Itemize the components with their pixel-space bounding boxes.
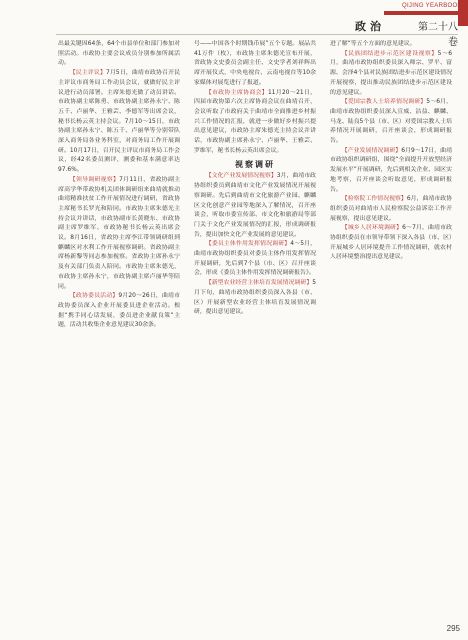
section-heading: 视察调研: [235, 159, 275, 170]
text-column-1: [58, 40, 180, 620]
paragraph: 出最关键因64条，64个市县单位和部门参加对照活动。市政协主要会议成员分别参加所属活动。: [58, 41, 180, 67]
page-title: 政治: [355, 20, 385, 33]
subheading: 【产业发展情况调研】: [341, 147, 402, 154]
paragraph: [330, 195, 452, 224]
paragraph-body: 5～6月，曲靖市政协组织委员深入宣威、沾益、麒麟、马龙、陆良5个县（市、区）对爱国宗教人士培养情况开展调研，召开座谈会，形成调研报告。: [330, 99, 452, 145]
paragraph-body: 11月20～21日，四届市政协第六次主席协商会议在曲靖召开，会议听取了市政府关于曲靖市全面推进乡村振兴工作情况的汇报，就进一步做好乡村振兴提出意见建议，市政协主席朱德光主持会议并讲话，市政协副主席孙永宁、卢丽华、王雅芸、罗维军，秘书长杨云英出席会议。: [194, 89, 316, 154]
subheading: 【新型农业经营主体培育发展情况调研】: [205, 280, 313, 287]
subheading: 【民主评议】: [69, 70, 106, 77]
paragraph: [330, 98, 452, 147]
subheading: 【检察院工作情况视察】: [341, 196, 407, 203]
paragraph: [194, 172, 316, 240]
paragraph-body: 6～7月，曲靖市政协组织委员在市领导带领下深入各县（市、区）开展城乡人居环境提升工作情况调研，就农村人居环境整治提出意见建议。: [330, 225, 452, 261]
paragraph: 号——中国各个时期钱币展”五个专题。展品共41万件（枚），市政协主席朱德光宣布开展，省政协文史委员会副主任、文史学者刘祥辉出席开展仪式，中央电视台、云南电视台等10余家媒体对展览进行了报道。: [194, 41, 316, 86]
paragraph-body: 7月5日，曲靖市政协召开民主评议市商务局工作动员会议，就做好民主评议进行动员部署。主席朱德光做了动员讲话。市政协副主席陈勇、市政协副主席孙永宁、陈五千、卢丽华、王雅芸、李德军等出席会议，秘书长杨云英主持会议。7月10～15日，市政协副主席孙永宁、陈五千、卢丽华等分别带队深入商务局各业务科室，对商务局工作开展调研。10月17日，召开民主评议市商务局工作会议，经42名委员测评，测委和基本满意率达97.6%。: [58, 70, 180, 174]
subheading: 【爱国宗教人士培养情况调研】: [341, 99, 427, 106]
header-rule: [56, 34, 458, 35]
paragraph-body: 5月下旬，曲靖市政协组织委员深入各县（市、区）开展新型农业经营主体培育发展情况调研，提出意见建议。: [194, 280, 316, 316]
subheading: 【民族团结进步示范区建设视察】: [341, 50, 438, 57]
text-column-3: [330, 40, 452, 620]
paragraph: [194, 240, 316, 279]
paragraph: [194, 279, 316, 318]
yearbook-badge: QIJING YEARBOOK: [402, 3, 462, 9]
section-label: 第二十八卷: [418, 22, 458, 48]
paragraph: [330, 224, 452, 263]
text-column-2: [194, 40, 316, 620]
paragraph-body: 6月9～17日，曲靖市政协组织调研组，围绕“全面提升开放型经济发展水平”开展调研，先后到相关企业、园区实地考察，召开座谈会听取意见，形成调研报告。: [330, 147, 452, 193]
page-number: 295: [446, 624, 460, 633]
paragraph: [330, 50, 452, 99]
subheading: 【领导调研视察】: [69, 176, 120, 183]
subheading: 【政协委员活动】: [69, 293, 119, 300]
paragraph: [58, 292, 180, 331]
paragraph: [194, 89, 316, 157]
paragraph-body: 3月，曲靖市政协组织委员到曲靖市文化产业发展情况开展视察调研。先后到曲靖市文化旅游产业园、麒麟区文化创意产业园等地深入了解情况，召开座谈会，听取市委宣传部、市文化和旅游局等部门关于文化产业发展情况的汇报，形成调研报告，提出加快文化产业发展的意见建议。: [194, 173, 316, 238]
subheading: 【委员主体作用发挥情况调研】: [205, 241, 291, 248]
paragraph: 进了解“等五个方面的意见建议。: [330, 41, 416, 47]
paragraph-body: 7月11日，省政协副主席高学华带政协机关团体调研组来曲靖就推动曲靖精准扶贫工作开展情况进行调研，省政协主席秘书长罗光和陪同。市政协主席朱德光主持会议并讲话，市政协副市长黄晓东、市政协副主席罗维军、市政协秘书长杨云英出席会议。8月16日，省政协主席李江带领调研组到麒麟区对水利工作开展视察调研。省政协副主席杨新黎等同志参加视察。省政协主席孙永宁及有关部门负责人陪同。市政协主席朱德光，市政协主席孙永宁，市政协副主席卢丽华等陪同。: [58, 176, 180, 290]
paragraph-body: 4～5月，曲靖市政协组织委员对委员主体作用发挥情况开展调研，先后到7个县（市、区）召开座谈会，形成《委员主体作用发挥情况调研报告》。: [194, 241, 316, 277]
paragraph-body: 6月，曲靖市政协组织委员对曲靖市人民检察院公益诉讼工作开展视察，提出意见建议。: [330, 196, 452, 222]
paragraph: [58, 176, 180, 292]
subheading: 【市政协主席协商会】: [205, 89, 268, 96]
subheading: 【城乡人居环境调研】: [341, 225, 403, 232]
paragraph: [330, 147, 452, 196]
paragraph: [58, 69, 180, 176]
subheading: 【文化产业发展情况视察】: [205, 173, 277, 180]
paragraph-body: 5～6月，曲靖市政协组织委员深入师宗、罗平、富源、会泽4个县对民族团结进步示范区建设情况开展视察，提出推动民族团结进步示范区建设的意见建议。: [330, 50, 452, 96]
paragraph-body: 9月20～26日，曲靖市政协委员深入企业开展委员进企业活动。根据“携手同心话发展，委员进企业献良策”主题，活动共收集企业意见建议30余条。: [58, 293, 180, 329]
